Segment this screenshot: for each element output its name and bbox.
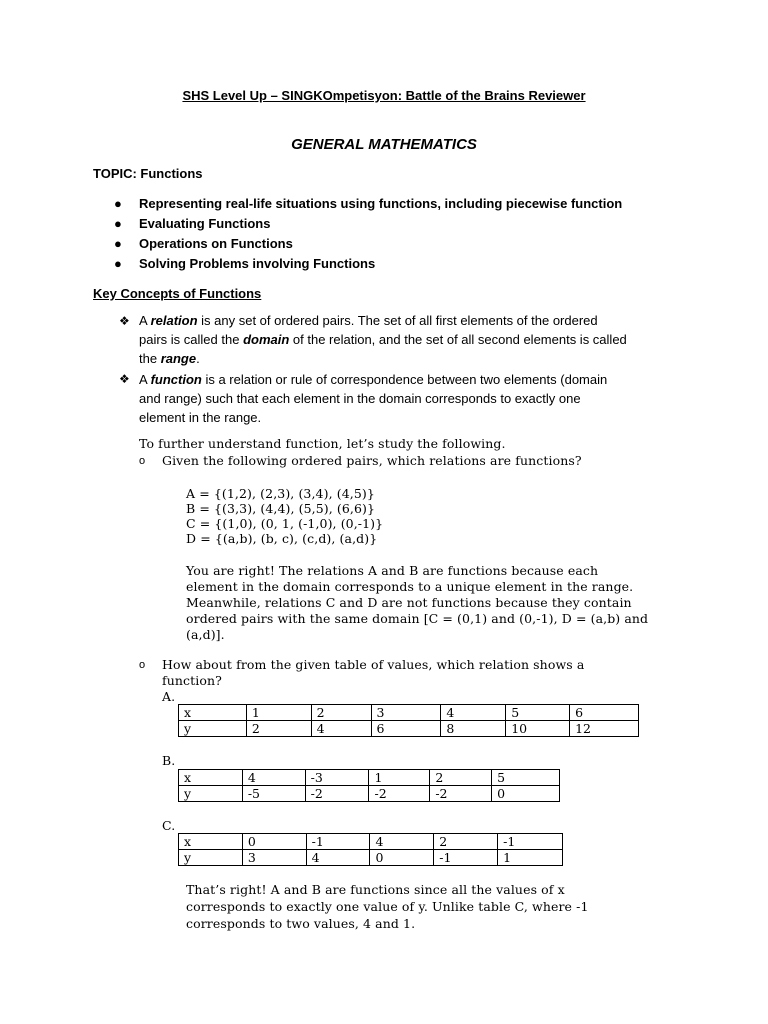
table-cell: 6 <box>570 705 639 721</box>
table-cell: 2 <box>434 834 498 850</box>
bullet-icon: ● <box>114 196 122 211</box>
table-cell: 3 <box>371 705 441 721</box>
table-cell: x <box>179 770 243 786</box>
relation-set: A = {(1,2), (2,3), (3,4), (4,5)} <box>186 486 375 501</box>
subject-title: GENERAL MATHEMATICS <box>291 136 477 153</box>
answer-line: corresponds to two values, 4 and 1. <box>186 916 416 931</box>
bullet-icon: ● <box>114 216 122 231</box>
answer-line: That’s right! A and B are functions since all the values of x <box>186 882 565 897</box>
table-cell: 4 <box>370 834 434 850</box>
table-cell: 4 <box>242 770 305 786</box>
table-a <box>178 704 639 737</box>
table-cell: -1 <box>434 850 498 866</box>
relation-definition-line: pairs is called the domain of the relation, and the set of all second elements is called <box>139 332 627 347</box>
table-cell: 5 <box>492 770 560 786</box>
document-title: SHS Level Up – SINGKOmpetisyon: Battle of the Brains Reviewer <box>182 88 586 103</box>
table-c-label: C. <box>162 818 176 833</box>
answer-line: ordered pairs with the same domain [C = (0,1) and (0,-1), D = (a,b) and <box>186 611 649 626</box>
table-cell: -2 <box>369 786 430 802</box>
table-cell: 4 <box>311 721 371 737</box>
table-cell: 10 <box>506 721 570 737</box>
answer-line: Meanwhile, relations C and D are not functions because they contain <box>186 595 632 610</box>
table-cell: 5 <box>506 705 570 721</box>
bullet-icon: ● <box>114 236 122 251</box>
table-cell: 2 <box>311 705 371 721</box>
topic-item: Evaluating Functions <box>139 216 271 231</box>
table-cell: x <box>179 834 243 850</box>
relation-set: C = {(1,0), (0, 1, (-1,0), (0,-1)} <box>186 516 384 531</box>
question-table: How about from the given table of values, which relation shows a <box>162 657 585 672</box>
table-cell: 3 <box>242 850 306 866</box>
table-cell: 2 <box>430 770 492 786</box>
function-definition-line: and range) such that each element in the domain corresponds to exactly one <box>139 391 581 406</box>
table-c <box>178 833 563 866</box>
table-cell: x <box>179 705 247 721</box>
table-cell: 0 <box>492 786 560 802</box>
table-cell: -1 <box>306 834 370 850</box>
table-cell: 8 <box>441 721 506 737</box>
answer-line: element in the domain corresponds to a unique element in the range. <box>186 579 634 594</box>
function-definition-line: element in the range. <box>139 410 262 425</box>
function-definition-line: A function is a relation or rule of correspondence between two elements (domain <box>139 372 608 387</box>
table-cell: 0 <box>242 834 306 850</box>
topic-item: Solving Problems involving Functions <box>139 256 376 271</box>
topic-item: Operations on Functions <box>139 236 293 251</box>
table-row <box>179 721 639 737</box>
question-ordered-pairs: Given the following ordered pairs, which relations are functions? <box>162 453 582 468</box>
topic-item: Representing real-life situations using functions, including piecewise function <box>139 196 623 211</box>
relation-definition-line: A relation is any set of ordered pairs. The set of all first elements of the ordered <box>139 313 598 328</box>
table-row <box>179 786 560 802</box>
table-cell: 12 <box>570 721 639 737</box>
table-cell: y <box>179 786 243 802</box>
table-row <box>179 770 560 786</box>
key-concepts-heading: Key Concepts of Functions <box>93 286 262 301</box>
table-cell: 1 <box>498 850 563 866</box>
answer-line: (a,d)]. <box>186 627 225 642</box>
table-row <box>179 705 639 721</box>
table-row <box>179 850 563 866</box>
table-cell: -5 <box>242 786 305 802</box>
table-cell: 4 <box>306 850 370 866</box>
table-b <box>178 769 560 802</box>
table-cell: 0 <box>370 850 434 866</box>
table-cell: -3 <box>305 770 369 786</box>
table-row <box>179 834 563 850</box>
bullet-icon: ● <box>114 256 122 271</box>
table-cell: -1 <box>498 834 563 850</box>
table-cell: 1 <box>246 705 311 721</box>
topic-label: TOPIC: Functions <box>93 166 203 181</box>
table-cell: y <box>179 850 243 866</box>
relation-set: B = {(3,3), (4,4), (5,5), (6,6)} <box>186 501 376 516</box>
diamond-bullet-icon: ❖ <box>119 314 130 328</box>
question-table: function? <box>162 673 222 688</box>
study-intro: To further understand function, let’s study the following. <box>139 436 506 451</box>
table-a-label: A. <box>162 689 176 704</box>
circle-bullet-icon: o <box>139 659 146 671</box>
table-cell: 4 <box>441 705 506 721</box>
table-cell: 6 <box>371 721 441 737</box>
relation-set: D = {(a,b), (b, c), (c,d), (a,d)} <box>186 531 378 546</box>
table-cell: -2 <box>305 786 369 802</box>
diamond-bullet-icon: ❖ <box>119 372 130 386</box>
table-cell: 1 <box>369 770 430 786</box>
table-cell: y <box>179 721 247 737</box>
table-b-label: B. <box>162 753 176 768</box>
relation-definition-line: the range. <box>139 351 200 366</box>
circle-bullet-icon: o <box>139 455 146 467</box>
table-cell: -2 <box>430 786 492 802</box>
answer-line: corresponds to exactly one value of y. Unlike table C, where -1 <box>186 899 589 914</box>
table-cell: 2 <box>246 721 311 737</box>
answer-line: You are right! The relations A and B are functions because each <box>186 563 599 578</box>
